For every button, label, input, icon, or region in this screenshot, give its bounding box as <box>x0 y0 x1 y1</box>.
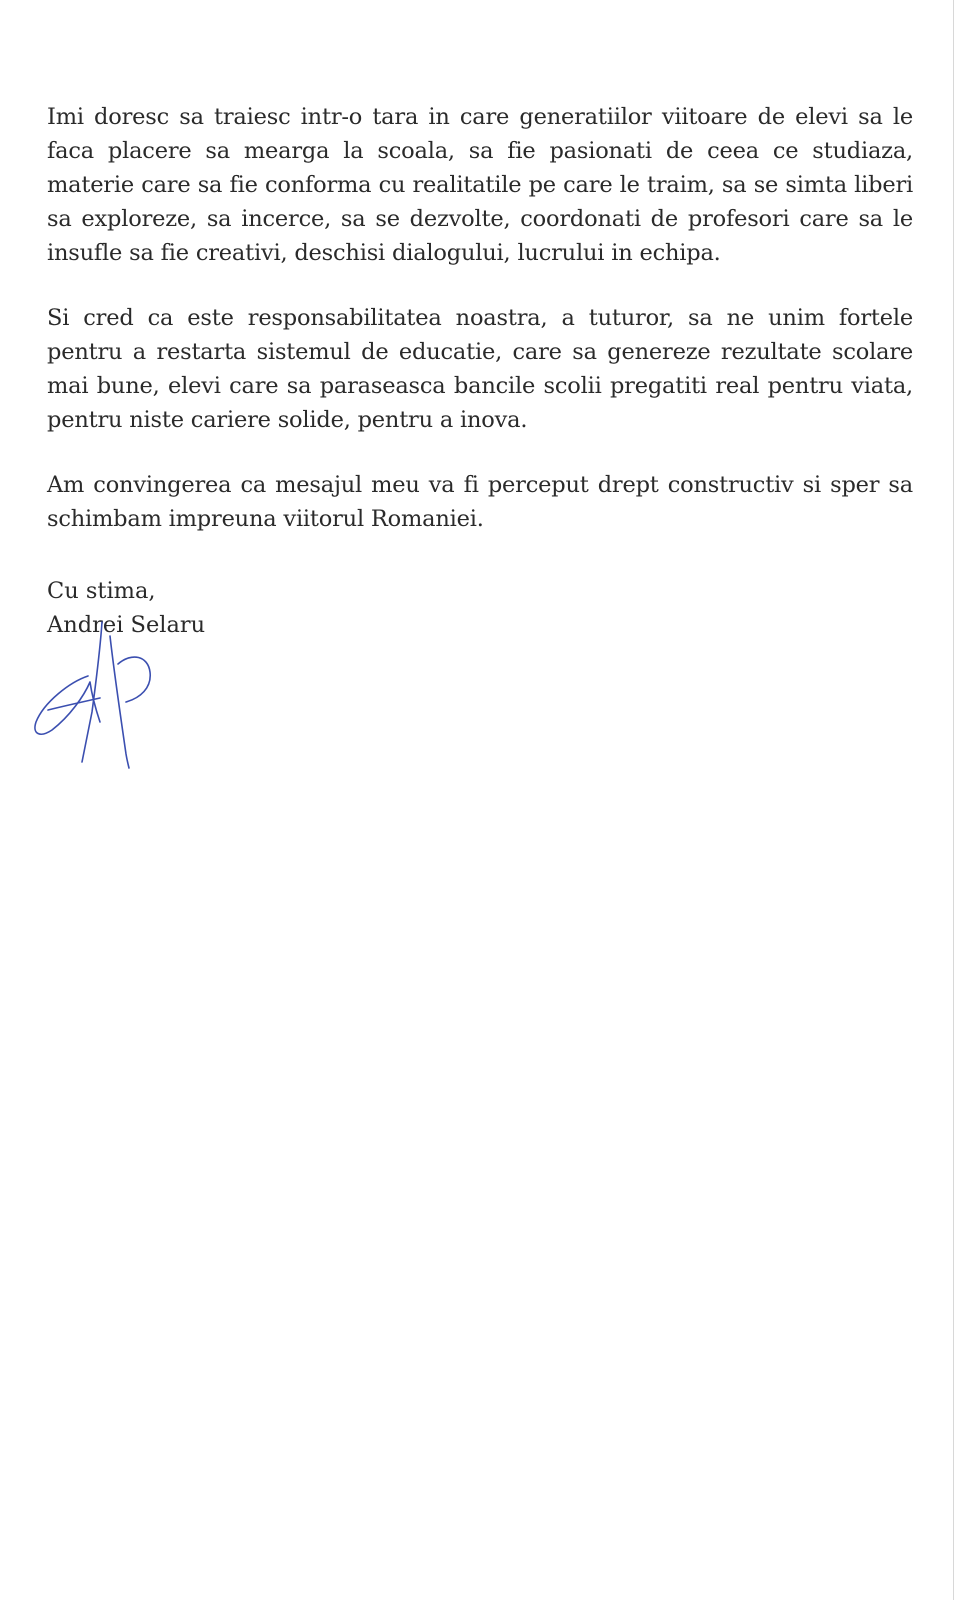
paragraph-1: Imi doresc sa traiesc intr-o tara in care generatiilor viitoare de elevi sa le faca placere sa mearga la scoala, sa fie pasionati de ceea ce studiaza, materie care sa fie conforma cu realitatile pe care le traim, sa se simta liberi sa exploreze, sa incerce, sa se dezvolte, coordonati de profesori care sa le insufle sa fie creativi, deschisi dialogului, lucrului in echipa. <box>47 104 913 266</box>
handwritten-signature <box>30 612 170 780</box>
paragraph-2: Si cred ca este responsabilitatea noastra, a tuturor, sa ne unim fortele pentru a restarta sistemul de educatie, care sa genereze rezultate scolare mai bune, elevi care sa paraseasca bancile scolii pregatiti real pentru viata, pentru niste cariere solide, pentru a inova. <box>47 305 913 433</box>
paragraph-3: Am convingerea ca mesajul meu va fi perceput drept constructiv si sper sa schimbam impreuna viitorul Romaniei. <box>47 472 913 532</box>
closing-salutation: Cu stima, <box>47 578 156 604</box>
letter-body <box>47 100 913 567</box>
signature-strokes <box>35 622 150 768</box>
author-name: Andrei Selaru <box>47 612 206 638</box>
